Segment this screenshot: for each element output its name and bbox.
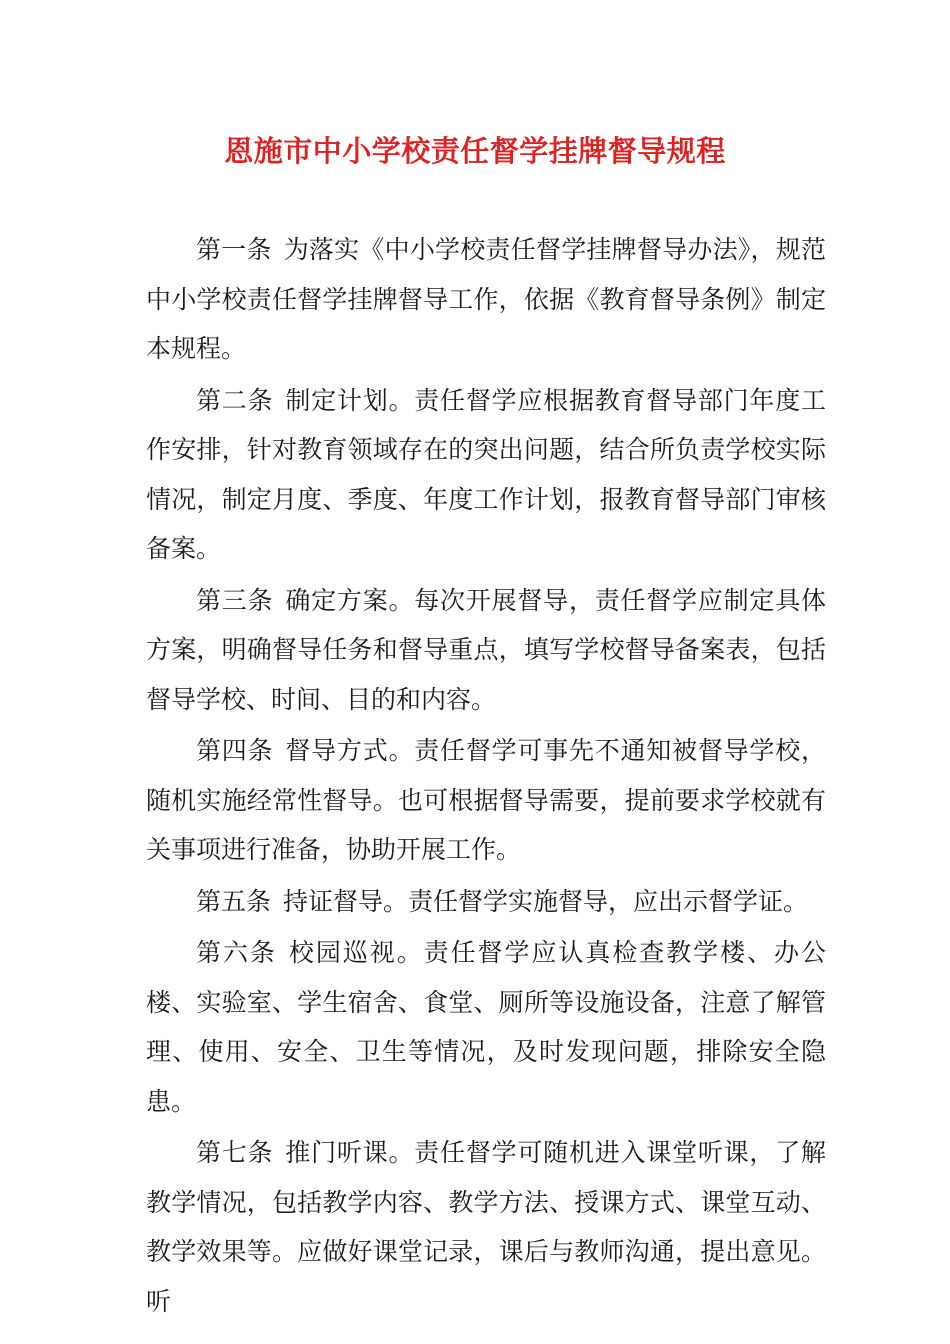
- article-text: 督导方式。责任督学可事先不通知被督导学校，随机实施经常性督导。也可根据督导需要，提前要求学校就有关事项进行准备，协助开展工作。: [146, 736, 826, 864]
- article-text: 为落实《中小学校责任督学挂牌督导办法》，规范中小学校责任督学挂牌督导工作，依据《教育督导条例》制定本规程。: [146, 235, 826, 363]
- article-text: 制定计划。责任督学应根据教育督导部门年度工作安排，针对教育领域存在的突出问题，结合所负责学校实际情况，制定月度、季度、年度工作计划，报教育督导部门审核备案。: [146, 385, 826, 563]
- article-4: [146, 726, 826, 875]
- article-text: 确定方案。每次开展督导，责任督学应制定具体方案，明确督导任务和督导重点，填写学校督导备案表，包括督导学校、时间、目的和内容。: [146, 585, 826, 714]
- article-number: 第五条: [196, 886, 272, 916]
- article-5: [146, 877, 826, 927]
- article-number: 第七条: [196, 1138, 274, 1167]
- document-title: 恩施市中小学校责任督学挂牌督导规程: [224, 134, 726, 168]
- article-number: 第四条: [196, 736, 274, 765]
- article-number: 第二条: [196, 385, 274, 415]
- article-text: 校园巡视。责任督学应认真检查教学楼、办公楼、实验室、学生宿舍、食堂、厕所等设施设备，注意了解管理、使用、安全、卫生等情况，及时发现问题，排除安全隐患。: [146, 938, 826, 1116]
- article-6: [146, 928, 826, 1126]
- article-text: 持证督导。责任督学实施督导，应出示督学证。: [283, 886, 809, 916]
- article-number: 第六条: [196, 938, 277, 967]
- article-2: [146, 376, 826, 574]
- article-text: 推门听课。责任督学可随机进入课堂听课，了解教学情况，包括教学内容、教学方法、授课方式、课堂互动、教学效果等。应做好课堂记录，课后与教师沟通，提出意见。听: [146, 1138, 826, 1316]
- article-number: 第三条: [196, 585, 274, 615]
- article-number: 第一条: [196, 235, 272, 264]
- article-7: [146, 1128, 826, 1326]
- document-body: [146, 225, 826, 1328]
- article-3: [146, 576, 826, 725]
- article-1: [146, 225, 826, 374]
